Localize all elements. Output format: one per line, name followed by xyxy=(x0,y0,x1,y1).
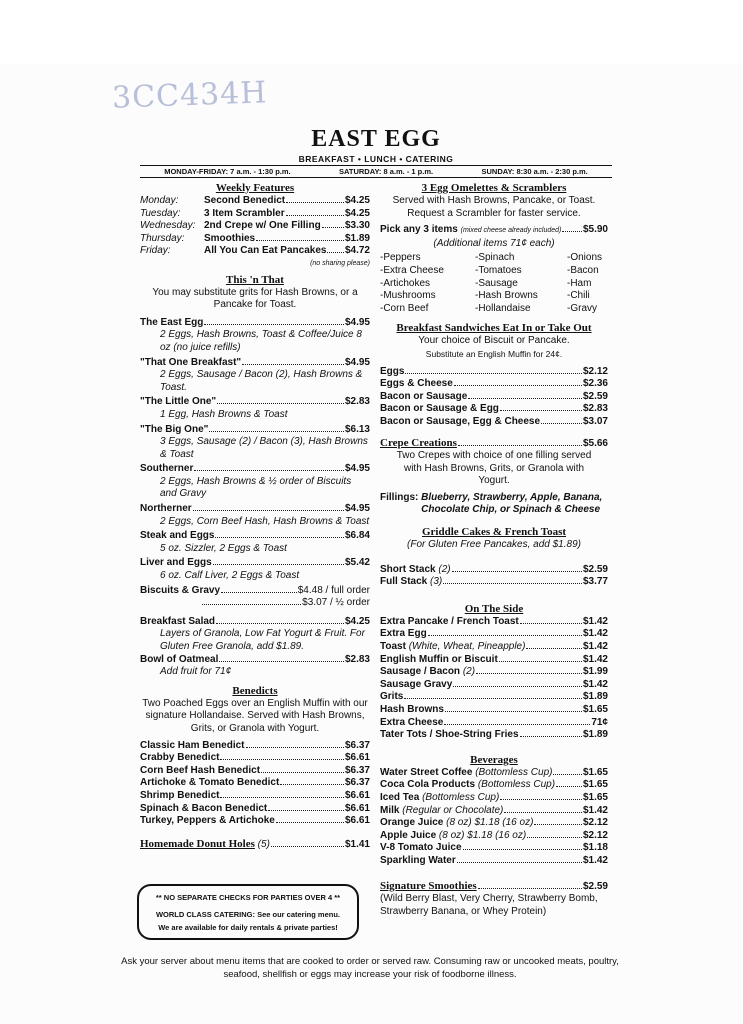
leader-dots xyxy=(520,623,582,624)
leader-dots xyxy=(476,673,582,674)
weekly-feature-row xyxy=(140,220,370,233)
sandwich-item xyxy=(380,391,608,404)
omelette-filling: -Mushrooms xyxy=(380,290,436,302)
omelette-filling: -Onions xyxy=(567,252,603,264)
hours-bar xyxy=(140,165,612,178)
leader-dots xyxy=(242,364,344,365)
item-description: 2 Eggs, Hash Browns, Toast & Coffee/Juice 8 oz (no juice refills) xyxy=(160,329,362,353)
menu-item-row xyxy=(140,317,370,330)
item-name: Water Street Coffee xyxy=(380,766,473,778)
menu-item-row xyxy=(140,503,370,516)
item-name: Turkey, Peppers & Artichoke xyxy=(140,815,275,827)
omelette-filling: -Spinach xyxy=(475,252,515,264)
item-price: $1.99 xyxy=(582,666,608,678)
restaurant-title: EAST EGG xyxy=(311,126,441,152)
side-item xyxy=(380,729,608,742)
menu-item xyxy=(140,424,370,462)
omelette-filling: -Ham xyxy=(567,277,592,289)
leader-dots xyxy=(453,686,582,687)
omelette-filling: -Hollandaise xyxy=(475,302,531,314)
menu-item xyxy=(140,530,370,555)
leader-dots xyxy=(220,759,344,760)
item-description: 2 Eggs, Corn Beef Hash, Hash Browns & Toast xyxy=(160,515,370,527)
item-name: Crabby Benedict xyxy=(140,752,220,764)
omelette-filling: -Artichokes xyxy=(380,277,431,289)
item-price: $6.37 xyxy=(344,764,370,776)
sandwich-item xyxy=(380,366,608,379)
item-name: Bacon or Sausage & Egg xyxy=(380,403,499,415)
hours-saturday: SATURDAY: 8 a.m. - 1 p.m. xyxy=(339,167,434,176)
item-description: Add fruit for 71¢ xyxy=(160,666,232,678)
item-price: $4.25 xyxy=(344,207,370,219)
sides-heading: On The Side xyxy=(464,602,524,615)
leader-dots xyxy=(534,824,582,825)
leader-dots xyxy=(553,774,582,775)
leader-dots xyxy=(246,747,344,748)
item-price: $1.18 xyxy=(582,842,608,854)
leader-dots xyxy=(454,385,582,386)
item-description: 5 oz. Sizzler, 2 Eggs & Toast xyxy=(160,542,287,554)
item-extra: (Bottomless Cup) xyxy=(477,779,556,791)
item-price: $6.37 xyxy=(344,777,370,789)
menu-item-row xyxy=(140,557,370,570)
benedict-item xyxy=(140,752,370,765)
leader-dots xyxy=(217,403,344,404)
sandwiches-list xyxy=(380,366,608,429)
leader-dots xyxy=(405,373,582,374)
weekly-price-row xyxy=(204,220,370,233)
omelette-filling: -Tomatoes xyxy=(475,264,522,276)
leader-dots xyxy=(463,849,582,850)
item-price: $3.07 xyxy=(582,415,608,427)
benedict-item xyxy=(140,790,370,803)
item-price: $1.89 xyxy=(582,729,608,741)
leader-dots xyxy=(504,812,582,813)
item-description: Layers of Granola, Low Fat Yogurt & Fruit. For Gluten Free Granola, add $1.89. xyxy=(160,628,365,652)
menu-item-row xyxy=(140,396,370,409)
item-description: 2 Eggs, Sausage / Bacon (2), Hash Browns & Toast. xyxy=(160,369,363,393)
item-price: $1.65 xyxy=(582,791,608,803)
menu-item xyxy=(140,463,370,501)
beverage-item xyxy=(380,855,608,868)
item-price: $1.42 xyxy=(582,854,608,866)
item-price: $6.61 xyxy=(344,815,370,827)
leader-dots xyxy=(500,799,582,800)
weekday: Monday: xyxy=(140,195,179,206)
leader-dots xyxy=(220,797,344,798)
omelettes-intro-2: Request a Scrambler for faster service. xyxy=(407,207,581,219)
menu-item-half: $3.07 / ½ order xyxy=(140,597,370,610)
weekday: Tuesday: xyxy=(140,207,181,219)
notice-catering: WORLD CLASS CATERING: See our catering menu. xyxy=(155,910,341,919)
leader-dots xyxy=(541,423,582,424)
menu-item xyxy=(140,357,370,395)
benedict-item xyxy=(140,765,370,778)
benedict-item xyxy=(140,815,370,828)
benedict-item xyxy=(140,803,370,816)
leader-dots xyxy=(468,398,582,399)
item-price: $4.72 xyxy=(344,245,370,257)
omelettes-heading: 3 Egg Omelettes & Scramblers xyxy=(421,182,567,194)
leader-dots xyxy=(500,410,582,411)
item-description: 6 oz. Calf Liver, 2 Eggs & Toast xyxy=(160,570,300,582)
weekday: Thursday: xyxy=(140,232,185,244)
leader-dots xyxy=(276,822,344,823)
item-extra: (3) xyxy=(430,576,443,588)
sandwiches-heading: Breakfast Sandwiches Eat In or Take Out xyxy=(396,322,592,335)
item-name: Sparkling Water xyxy=(380,854,456,866)
item-name: "That One Breakfast" xyxy=(140,356,242,368)
omelette-filling: -Peppers xyxy=(380,252,421,264)
leader-dots xyxy=(444,724,590,725)
item-price: $6.37 xyxy=(344,739,370,751)
omelettes-additional: (Additional items 71¢ each) xyxy=(433,237,555,249)
weekly-price-row xyxy=(204,195,370,208)
item-price: $3.30 xyxy=(344,220,370,232)
hours-weekday: MONDAY-FRIDAY: 7 a.m. - 1:30 p.m. xyxy=(164,167,291,176)
benedict-item xyxy=(140,740,370,753)
item-name: Southerner xyxy=(140,463,194,475)
item-price: $1.65 xyxy=(582,704,608,715)
item-price: $4.25 xyxy=(344,195,370,206)
item-price: $3.77 xyxy=(582,576,608,588)
item-price: $1.42 xyxy=(582,641,608,653)
item-price: $1.42 xyxy=(582,653,608,665)
benedicts-heading: Benedicts xyxy=(232,684,278,697)
item-price: $4.95 xyxy=(344,356,370,368)
leader-dots xyxy=(193,510,344,511)
item-name: Smoothies xyxy=(204,232,256,244)
griddle-item xyxy=(380,576,608,589)
item-name: Bacon or Sausage, Egg & Cheese xyxy=(380,415,541,427)
omelette-filling: -Corn Beef xyxy=(380,302,429,314)
weekly-item xyxy=(204,208,370,221)
leader-dots xyxy=(327,252,344,253)
leader-dots xyxy=(322,227,344,228)
item-name: Grits xyxy=(380,691,404,703)
item-name: Hash Browns xyxy=(380,704,444,715)
item-description: 3 Eggs, Sausage (2) / Bacon (3), Hash Browns & Toast xyxy=(160,436,368,460)
item-name: Eggs & Cheese xyxy=(380,378,453,390)
this-n-that-intro: You may substitute grits for Hash Browns, or a Pancake for Toast. xyxy=(152,286,358,311)
leader-dots xyxy=(556,786,582,787)
item-price: $4.95 xyxy=(344,316,370,328)
item-price: $6.61 xyxy=(344,789,370,801)
item-description: 2 Eggs, Hash Browns & ½ order of Biscuits and Gravy xyxy=(160,475,352,500)
leader-dots xyxy=(499,661,582,662)
side-item xyxy=(380,666,608,679)
item-name: Extra Pancake / French Toast xyxy=(380,615,519,627)
item-name: Northerner xyxy=(140,503,192,515)
right-column xyxy=(380,182,608,918)
beverage-item xyxy=(380,792,608,805)
side-item xyxy=(380,616,608,629)
item-name: Iced Tea xyxy=(380,791,420,803)
item-name: V-8 Tomato Juice xyxy=(380,842,462,854)
this-n-that-heading: This 'n That xyxy=(226,273,284,286)
leader-dots xyxy=(268,810,344,811)
benedicts-intro: Two Poached Eggs over an English Muffin with our signature Hollandaise. Served with Hash Browns, Grits, or Granola with Yogurt. xyxy=(142,697,368,734)
item-name: Liver and Eggs xyxy=(140,557,212,569)
foodborne-illness-disclaimer: Ask your server about menu items that are cooked to order or served raw. Consuming raw or uncooked meats, poultry, seafood, shellfish or eggs may increase your risk of foodborne illness. xyxy=(121,956,619,980)
benedicts-list xyxy=(140,740,370,828)
beverages-list xyxy=(380,767,608,868)
weekly-item xyxy=(204,233,370,246)
weekly-features-list xyxy=(140,195,370,258)
leader-dots xyxy=(445,711,582,712)
weekly-item xyxy=(204,245,370,258)
beverage-item xyxy=(380,779,608,792)
item-name: Toast xyxy=(380,641,406,653)
smoothies-item: Signature Smoothies $2.59 xyxy=(380,879,608,892)
restaurant-subtitle: BREAKFAST • LUNCH • CATERING xyxy=(298,154,454,164)
handwritten-note: 3CC434H xyxy=(111,75,268,116)
item-name: Orange Juice xyxy=(380,817,444,829)
side-item xyxy=(380,717,608,730)
item-price: $6.84 xyxy=(344,530,370,542)
weekday: Wednesday: xyxy=(140,220,196,232)
menu-item-row xyxy=(140,357,370,370)
sandwich-item xyxy=(380,378,608,391)
beverages-heading: Beverages xyxy=(470,753,518,766)
item-name: "The Big One" xyxy=(140,423,209,435)
item-price: $1.42 xyxy=(582,678,608,690)
item-price: $2.83 xyxy=(582,403,608,415)
leader-dots xyxy=(428,635,582,636)
omelette-filling: -Gravy xyxy=(567,302,597,314)
item-extra: (Regular or Chocolate) xyxy=(402,804,504,816)
item-name: Sausage Gravy xyxy=(380,678,453,690)
smoothies-description: (Wild Berry Blast, Very Cherry, Strawberry Bomb, Strawberry Banana, or Whey Protein) xyxy=(380,893,598,917)
item-price: $1.65 xyxy=(582,766,608,778)
crepe-creations-item: Crepe Creations $5.66 xyxy=(380,436,608,449)
item-price: $6.61 xyxy=(344,752,370,764)
item-price: $6.61 xyxy=(344,802,370,814)
side-item xyxy=(380,641,608,654)
item-name: Milk xyxy=(380,804,400,816)
leader-dots xyxy=(256,240,344,241)
omelette-filling: -Hash Browns xyxy=(475,290,538,302)
leader-dots xyxy=(280,784,344,785)
sandwiches-intro-2: Substitute an English Muffin for 24¢. xyxy=(425,348,563,359)
beverage-item xyxy=(380,842,608,855)
item-price: $2.83 xyxy=(344,396,370,408)
griddle-item xyxy=(380,564,608,577)
item-description: 1 Egg, Hash Browns & Toast xyxy=(160,408,288,420)
weekly-feature-row xyxy=(140,208,370,221)
item-extra: (Bottomless Cup) xyxy=(475,766,553,778)
menu-item-row xyxy=(140,530,370,543)
item-name: Eggs xyxy=(380,365,405,377)
item-price: $5.42 xyxy=(344,557,370,569)
griddle-heading: Griddle Cakes & French Toast xyxy=(421,526,567,539)
menu-item: Biscuits & Gravy $4.48 / full order xyxy=(140,584,370,596)
leader-dots xyxy=(404,698,582,699)
weekly-price-row xyxy=(204,233,370,246)
omelette-fillings-grid xyxy=(380,252,608,315)
sandwiches-intro-1: Your choice of Biscuit or Pancake. xyxy=(418,335,570,347)
notice-rentals: We are available for daily rentals & private parties! xyxy=(158,923,338,932)
item-extra: (2) xyxy=(438,563,451,575)
weekly-note: (no sharing please) xyxy=(310,259,370,267)
left-column xyxy=(140,182,370,851)
weekly-feature-row xyxy=(140,233,370,246)
omelette-filling: -Sausage xyxy=(475,277,518,289)
menu-item: Breakfast Salad $4.25 Layers of Granola, Low Fat Yogurt & Fruit. For Gluten Free Granola, add $1.89. xyxy=(140,615,370,652)
item-name: The East Egg xyxy=(140,316,204,328)
pick-three-item: Pick any 3 items (mixed cheese already included) $5.90 xyxy=(380,224,608,236)
item-name: Corn Beef Hash Benedict xyxy=(140,764,261,776)
item-name: 3 Item Scrambler xyxy=(204,207,285,219)
weekday: Friday: xyxy=(140,245,171,257)
item-price: $4.95 xyxy=(344,503,370,515)
item-name: Short Stack xyxy=(380,563,436,575)
this-n-that-list xyxy=(140,317,370,583)
item-extra: (8 oz) $1.18 (16 oz) xyxy=(438,829,527,841)
hours-sunday: SUNDAY: 8:30 a.m. - 2:30 p.m. xyxy=(481,167,588,176)
item-name: Full Stack xyxy=(380,576,428,588)
item-name: Shrimp Benedict xyxy=(140,789,220,801)
weekly-feature-row xyxy=(140,245,370,258)
side-item xyxy=(380,628,608,641)
item-name: Coca Cola Products xyxy=(380,779,476,791)
weekly-item xyxy=(204,195,370,208)
item-extra: (8 oz) $1.18 (16 oz) xyxy=(446,817,534,829)
item-price: $1.42 xyxy=(582,804,608,816)
beverage-item xyxy=(380,817,608,830)
item-name: Extra Cheese xyxy=(380,716,444,728)
menu-item xyxy=(140,396,370,421)
leader-dots xyxy=(204,324,344,325)
item-name: Steak and Eggs xyxy=(140,530,215,542)
leader-dots xyxy=(194,470,344,471)
menu-item xyxy=(140,317,370,355)
leader-dots xyxy=(452,571,582,572)
item-name: Second Benedict xyxy=(204,195,286,206)
leader-dots xyxy=(527,837,582,838)
crepe-fillings: Fillings: Blueberry, Strawberry, Apple, Banana, Chocolate Chip, or Spinach & Cheese xyxy=(380,491,603,516)
item-price: $4.95 xyxy=(344,463,370,475)
menu-item xyxy=(140,503,370,528)
menu-item-row xyxy=(140,463,370,476)
item-price: $2.12 xyxy=(582,829,608,841)
item-name: 2nd Crepe w/ One Filling xyxy=(204,220,321,232)
item-name: Sausage / Bacon xyxy=(380,666,461,678)
griddle-list xyxy=(380,564,608,589)
weekly-features-heading: Weekly Features xyxy=(215,182,295,194)
item-name: Tater Tots / Shoe-String Fries xyxy=(380,729,519,741)
leader-dots xyxy=(457,862,582,863)
item-price: $2.59 xyxy=(582,563,608,575)
item-name: Extra Egg xyxy=(380,628,427,640)
omelette-filling: -Bacon xyxy=(567,264,599,276)
item-name: Bacon or Sausage xyxy=(380,390,468,402)
item-extra: (2) xyxy=(462,666,476,678)
notice-separate-checks: ** NO SEPARATE CHECKS FOR PARTIES OVER 4 ** xyxy=(155,893,341,902)
item-name: Artichoke & Tomato Benedict xyxy=(140,777,280,789)
item-extra: (White, Wheat, Pineapple) xyxy=(408,641,526,653)
beverage-item xyxy=(380,830,608,843)
side-item xyxy=(380,691,608,704)
item-price: $1.65 xyxy=(582,779,608,791)
beverage-item xyxy=(380,767,608,780)
beverage-item xyxy=(380,805,608,818)
weekly-item xyxy=(204,220,370,233)
item-price: $6.13 xyxy=(344,423,370,435)
item-name: Apple Juice xyxy=(380,829,437,841)
weekly-feature-row xyxy=(140,195,370,208)
item-price: $1.89 xyxy=(344,232,370,244)
leader-dots xyxy=(215,537,344,538)
benedict-item xyxy=(140,777,370,790)
side-item xyxy=(380,654,608,667)
notice-box xyxy=(137,884,359,940)
item-extra: (Bottomless Cup) xyxy=(422,791,500,803)
item-price: $2.36 xyxy=(582,378,608,390)
leader-dots xyxy=(526,648,582,649)
omelette-filling: -Extra Cheese xyxy=(380,264,444,276)
sides-list xyxy=(380,616,608,742)
weekly-price-row xyxy=(204,208,370,221)
item-price: $1.42 xyxy=(582,615,608,627)
side-item xyxy=(380,679,608,692)
sandwich-item xyxy=(380,403,608,416)
weekly-price-row xyxy=(204,245,370,258)
item-price: $1.42 xyxy=(582,628,608,640)
donut-holes-item: Homemade Donut Holes (5) $1.41 xyxy=(140,837,370,850)
item-price: $2.59 xyxy=(582,390,608,402)
leader-dots xyxy=(286,215,344,216)
sandwich-item xyxy=(380,416,608,429)
menu-item xyxy=(140,557,370,582)
leader-dots xyxy=(209,431,344,432)
crepes-description: Two Crepes with choice of one filling served with Hash Browns, Grits, or Granola with Yogurt. xyxy=(396,450,592,487)
leader-dots xyxy=(286,202,344,203)
item-price: $1.89 xyxy=(582,691,608,703)
menu-item: Bowl of Oatmeal $2.83 Add fruit for 71¢ xyxy=(140,653,370,678)
griddle-note: (For Gluten Free Pancakes, add $1.89) xyxy=(407,539,581,551)
item-name: All You Can Eat Pancakes xyxy=(204,245,327,257)
item-name: Classic Ham Benedict xyxy=(140,739,245,751)
leader-dots xyxy=(213,564,344,565)
omelettes-intro-1: Served with Hash Browns, Pancake, or Toast. xyxy=(392,195,596,206)
item-price: 71¢ xyxy=(591,716,608,728)
scan-margin xyxy=(0,0,743,64)
item-price: $2.12 xyxy=(582,817,608,829)
side-item xyxy=(380,704,608,717)
item-name: English Muffin or Biscuit xyxy=(380,653,498,665)
item-name: Spinach & Bacon Benedict xyxy=(140,802,268,814)
leader-dots xyxy=(443,583,582,584)
menu-item-row xyxy=(140,424,370,437)
item-name: "The Little One" xyxy=(140,396,217,408)
omelette-filling: -Chili xyxy=(567,290,590,302)
leader-dots xyxy=(520,736,582,737)
leader-dots xyxy=(261,772,344,773)
item-price: $2.12 xyxy=(582,365,608,377)
